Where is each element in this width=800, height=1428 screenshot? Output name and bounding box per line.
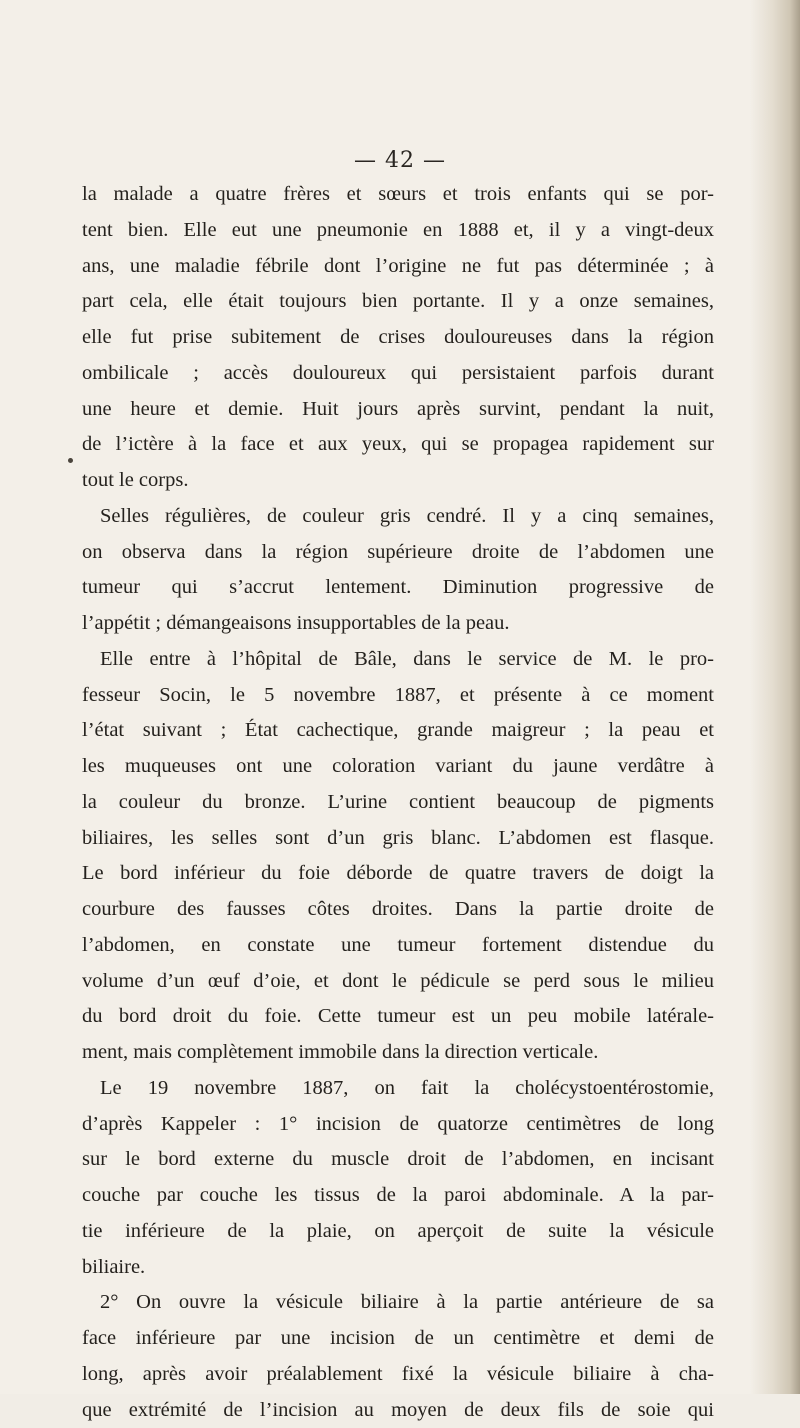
text-line: tie inférieure de la plaie, on aperçoit de suite la vésicule [82,1214,714,1250]
text-line: part cela, elle était toujours bien portante. Il y a onze semaines, [82,284,714,320]
text-line: 2° On ouvre la vésicule biliaire à la partie antérieure de sa [82,1285,714,1321]
text-line: tout le corps. [82,463,714,499]
text-line: ombilicale ; accès douloureux qui persistaient parfois durant [82,356,714,392]
page-number: — 42 — [0,148,800,173]
text-line: face inférieure par une incision de un centimètre et demi de [82,1321,714,1357]
text-line: sur le bord externe du muscle droit de l’abdomen, en incisant [82,1142,714,1178]
text-line: on observa dans la région supérieure droite de l’abdomen une [82,535,714,571]
text-line: fesseur Socin, le 5 novembre 1887, et présente à ce moment [82,678,714,714]
text-line: la malade a quatre frères et sœurs et trois enfants qui se por- [82,177,714,213]
text-line: ment, mais complètement immobile dans la direction verticale. [82,1035,714,1071]
text-line: courbure des fausses côtes droites. Dans la partie droite de [82,892,714,928]
text-line: Elle entre à l’hôpital de Bâle, dans le service de M. le pro- [82,642,714,678]
text-line: ans, une maladie fébrile dont l’origine ne fut pas déterminée ; à [82,249,714,285]
text-line: de l’ictère à la face et aux yeux, qui se propagea rapidement sur [82,427,714,463]
body-text [82,177,714,1428]
text-line: tumeur qui s’accrut lentement. Diminution progressive de [82,570,714,606]
text-line: biliaires, les selles sont d’un gris blanc. L’abdomen est flasque. [82,821,714,857]
text-line: l’appétit ; démangeaisons insupportables de la peau. [82,606,714,642]
margin-dot [68,458,73,463]
text-line: du bord droit du foie. Cette tumeur est un peu mobile latérale- [82,999,714,1035]
text-line: que extrémité de l’incision au moyen de deux fils de soie qui [82,1393,714,1428]
text-line: couche par couche les tissus de la paroi abdominale. A la par- [82,1178,714,1214]
text-line: elle fut prise subitement de crises douloureuses dans la région [82,320,714,356]
page-edge-shadow [750,0,800,1394]
text-line: Selles régulières, de couleur gris cendré. Il y a cinq semaines, [82,499,714,535]
text-line: Le 19 novembre 1887, on fait la cholécystoentérostomie, [82,1071,714,1107]
text-line: biliaire. [82,1250,714,1286]
text-line: d’après Kappeler : 1° incision de quatorze centimètres de long [82,1107,714,1143]
text-line: une heure et demie. Huit jours après survint, pendant la nuit, [82,392,714,428]
text-line: volume d’un œuf d’oie, et dont le pédicule se perd sous le milieu [82,964,714,1000]
text-line: long, après avoir préalablement fixé la vésicule biliaire à cha- [82,1357,714,1393]
text-line: Le bord inférieur du foie déborde de quatre travers de doigt la [82,856,714,892]
text-line: l’abdomen, en constate une tumeur fortement distendue du [82,928,714,964]
text-line: les muqueuses ont une coloration variant du jaune verdâtre à [82,749,714,785]
text-line: l’état suivant ; État cachectique, grande maigreur ; la peau et [82,713,714,749]
text-line: tent bien. Elle eut une pneumonie en 1888 et, il y a vingt-deux [82,213,714,249]
text-line: la couleur du bronze. L’urine contient beaucoup de pigments [82,785,714,821]
